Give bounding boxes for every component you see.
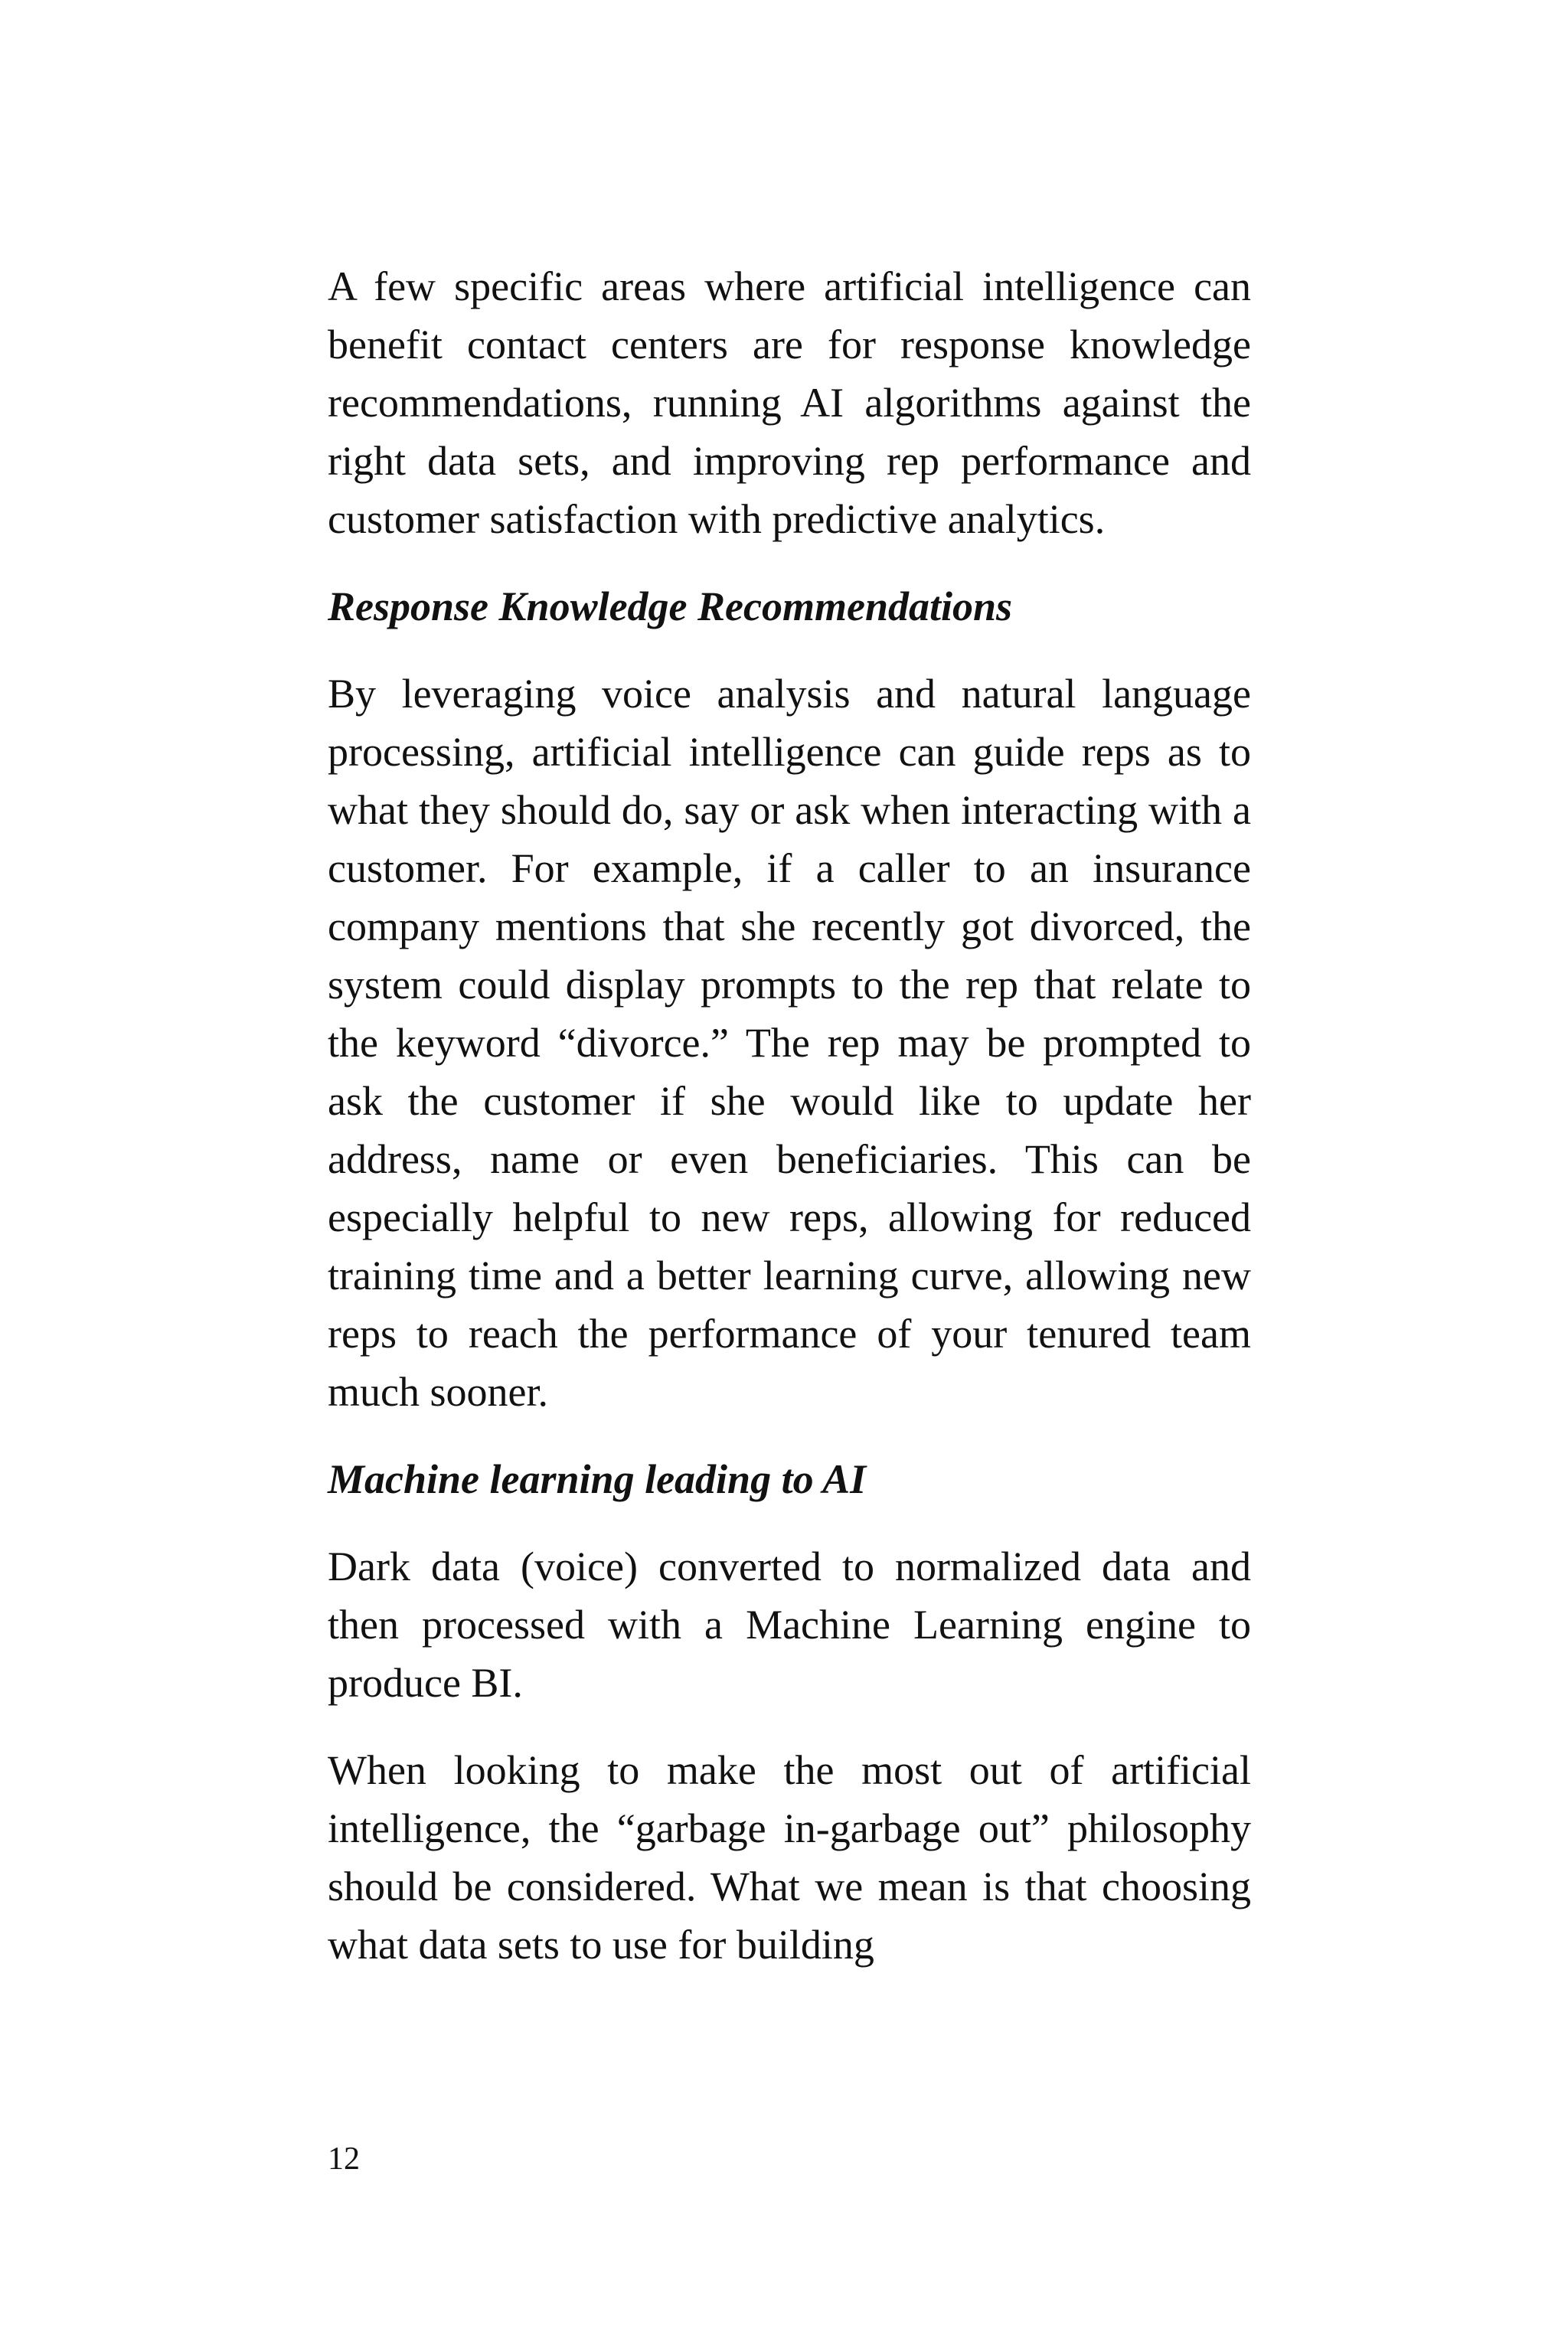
page-number: 12 <box>328 2141 360 2177</box>
page-content <box>328 257 1251 1974</box>
response-knowledge-paragraph: By leveraging voice analysis and natural language processing, artificial intelligence can guide reps as to what they should do, say or ask when interacting with a customer. For example, if a caller to an insurance company mentions that she recently got divorced, the system could display prompts to the rep that relate to the keyword “divorce.” The rep may be prompted to ask the customer if she would like to update her address, name or even beneficiaries. This can be especially helpful to new reps, allowing for reduced training time and a better learning curve, allowing new reps to reach the performance of your tenured team much sooner. <box>328 671 1251 1415</box>
section-heading-response-knowledge: Response Knowledge Recommendations <box>328 583 1013 629</box>
section-heading-machine-learning: Machine learning leading to AI <box>328 1456 867 1502</box>
machine-learning-paragraph: Dark data (voice) converted to normalized data and then processed with a Machine Learning engine to produce BI. <box>328 1544 1251 1706</box>
garbage-in-paragraph: When looking to make the most out of artificial intelligence, the “garbage in-garbage out” philosophy should be considered. What we mean is that choosing what data sets to use for building <box>328 1747 1251 1968</box>
intro-paragraph: A few specific areas where artificial intelligence can benefit contact centers are for response knowledge recommendations, running AI algorithms against the right data sets, and improving rep performance and customer satisfaction with predictive analytics. <box>328 263 1251 542</box>
